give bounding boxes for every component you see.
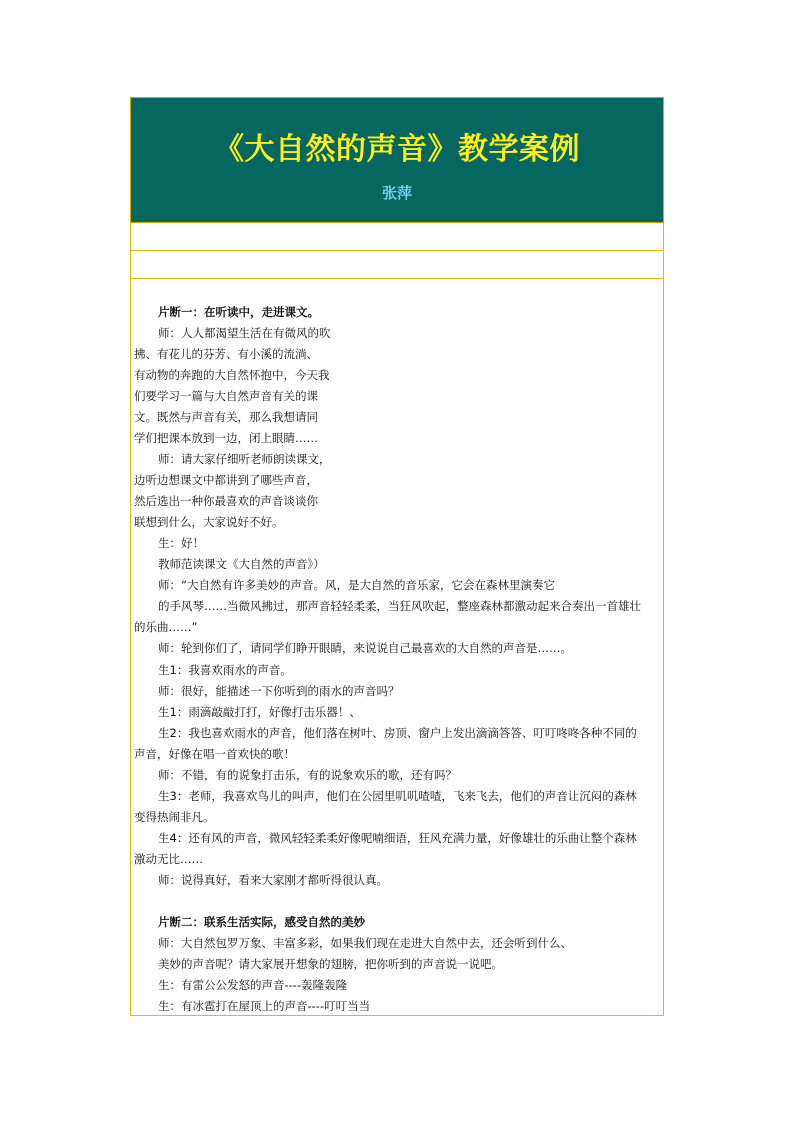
text-line: 生4：还有风的声音，微风轻轻柔柔好像呢喃细语，狂风充满力量，好像雄壮的乐曲让整个森林 xyxy=(158,831,637,845)
text-line: 师：不错，有的说象打击乐，有的说象欢乐的歌，还有吗？ xyxy=(158,768,457,782)
author-name: 张萍 xyxy=(381,184,412,202)
section-heading: 片断二：联系生活实际，感受自然的美妙 xyxy=(158,915,365,929)
text-line: 师：轮到你们了，请同学们睁开眼睛，来说说自己最喜欢的大自然的声音是……。 xyxy=(158,641,572,655)
text-line: 生2：我也喜欢雨水的声音，他们落在树叶、房顶、窗户上发出滴滴答答、叮叮咚咚各种不同的 xyxy=(158,726,637,740)
text-line: 的手风琴……当微风拂过，那声音轻轻柔柔，当狂风吹起，整座森林都激动起来合奏出一首雄壮 xyxy=(158,599,641,613)
text-line: 的乐曲……” xyxy=(134,620,198,634)
text-line: 联想到什么，大家说好不好。 xyxy=(134,515,284,529)
text-line: 激动无比…… xyxy=(134,852,203,866)
text-line: 生：好！ xyxy=(158,536,204,550)
text-line: 师：很好，能描述一下你听到的雨水的声音吗？ xyxy=(158,684,400,698)
text-line: 学们把课本放到一边，闭上眼睛…… xyxy=(134,431,318,445)
text-line: 拂、有花儿的芬芳、有小溪的流淌、 xyxy=(134,347,318,361)
text-line: 变得热闹非凡。 xyxy=(134,810,215,824)
empty-row-2 xyxy=(130,251,664,279)
section-heading: 片断一：在听读中，走进课文。 xyxy=(158,305,319,319)
text-line: 边听边想课文中都讲到了哪些声音， xyxy=(134,473,318,487)
text-line: 生1：雨滴敲敲打打，好像打击乐器！、 xyxy=(158,705,361,719)
text-line: 教师范读课文《大自然的声音》） xyxy=(158,557,325,571)
text-line: 师：人人都渴望生活在有微风的吹 xyxy=(158,326,331,340)
text-line: 们要学习一篇与大自然声音有关的课 xyxy=(134,389,318,403)
title-banner xyxy=(130,97,664,223)
content-body xyxy=(130,279,664,1016)
text-line: 师：“大自然有许多美妙的声音。风，是大自然的音乐家，它会在森林里演奏它 xyxy=(158,578,555,592)
text-line: 生：有雷公公发怒的声音----轰隆轰隆 xyxy=(158,978,348,992)
text-line: 声音，好像在唱一首欢快的歌！ xyxy=(134,747,295,761)
text-line: 生3：老师，我喜欢鸟儿的叫声，他们在公园里叽叽喳喳，飞来飞去，他们的声音让沉闷的森林 xyxy=(158,789,637,803)
text-line: 生：有冰雹打在屋顶上的声音----叮叮当当 xyxy=(158,999,371,1013)
text-line: 文。既然与声音有关，那么我想请同 xyxy=(134,410,318,424)
text-line: 然后选出一种你最喜欢的声音谈谈你 xyxy=(134,494,318,508)
text-line: 有动物的奔跑的大自然怀抱中，今天我 xyxy=(134,368,330,382)
text-line: 美妙的声音呢？请大家展开想象的翅膀，把你听到的声音说一说吧。 xyxy=(158,957,503,971)
document-frame xyxy=(130,97,664,1016)
text-line: 师：大自然包罗万象、丰富多彩，如果我们现在走进大自然中去，还会听到什么、 xyxy=(158,936,572,950)
empty-row-1 xyxy=(130,223,664,251)
text-line: 师：请大家仔细听老师朗读课文， xyxy=(158,452,331,466)
document-title: 《大自然的声音》教学案例 xyxy=(214,132,580,167)
text-line: 生1：我喜欢雨水的声音。 xyxy=(158,663,292,677)
text-line: 师：说得真好，看来大家刚才都听得很认真。 xyxy=(158,873,388,887)
